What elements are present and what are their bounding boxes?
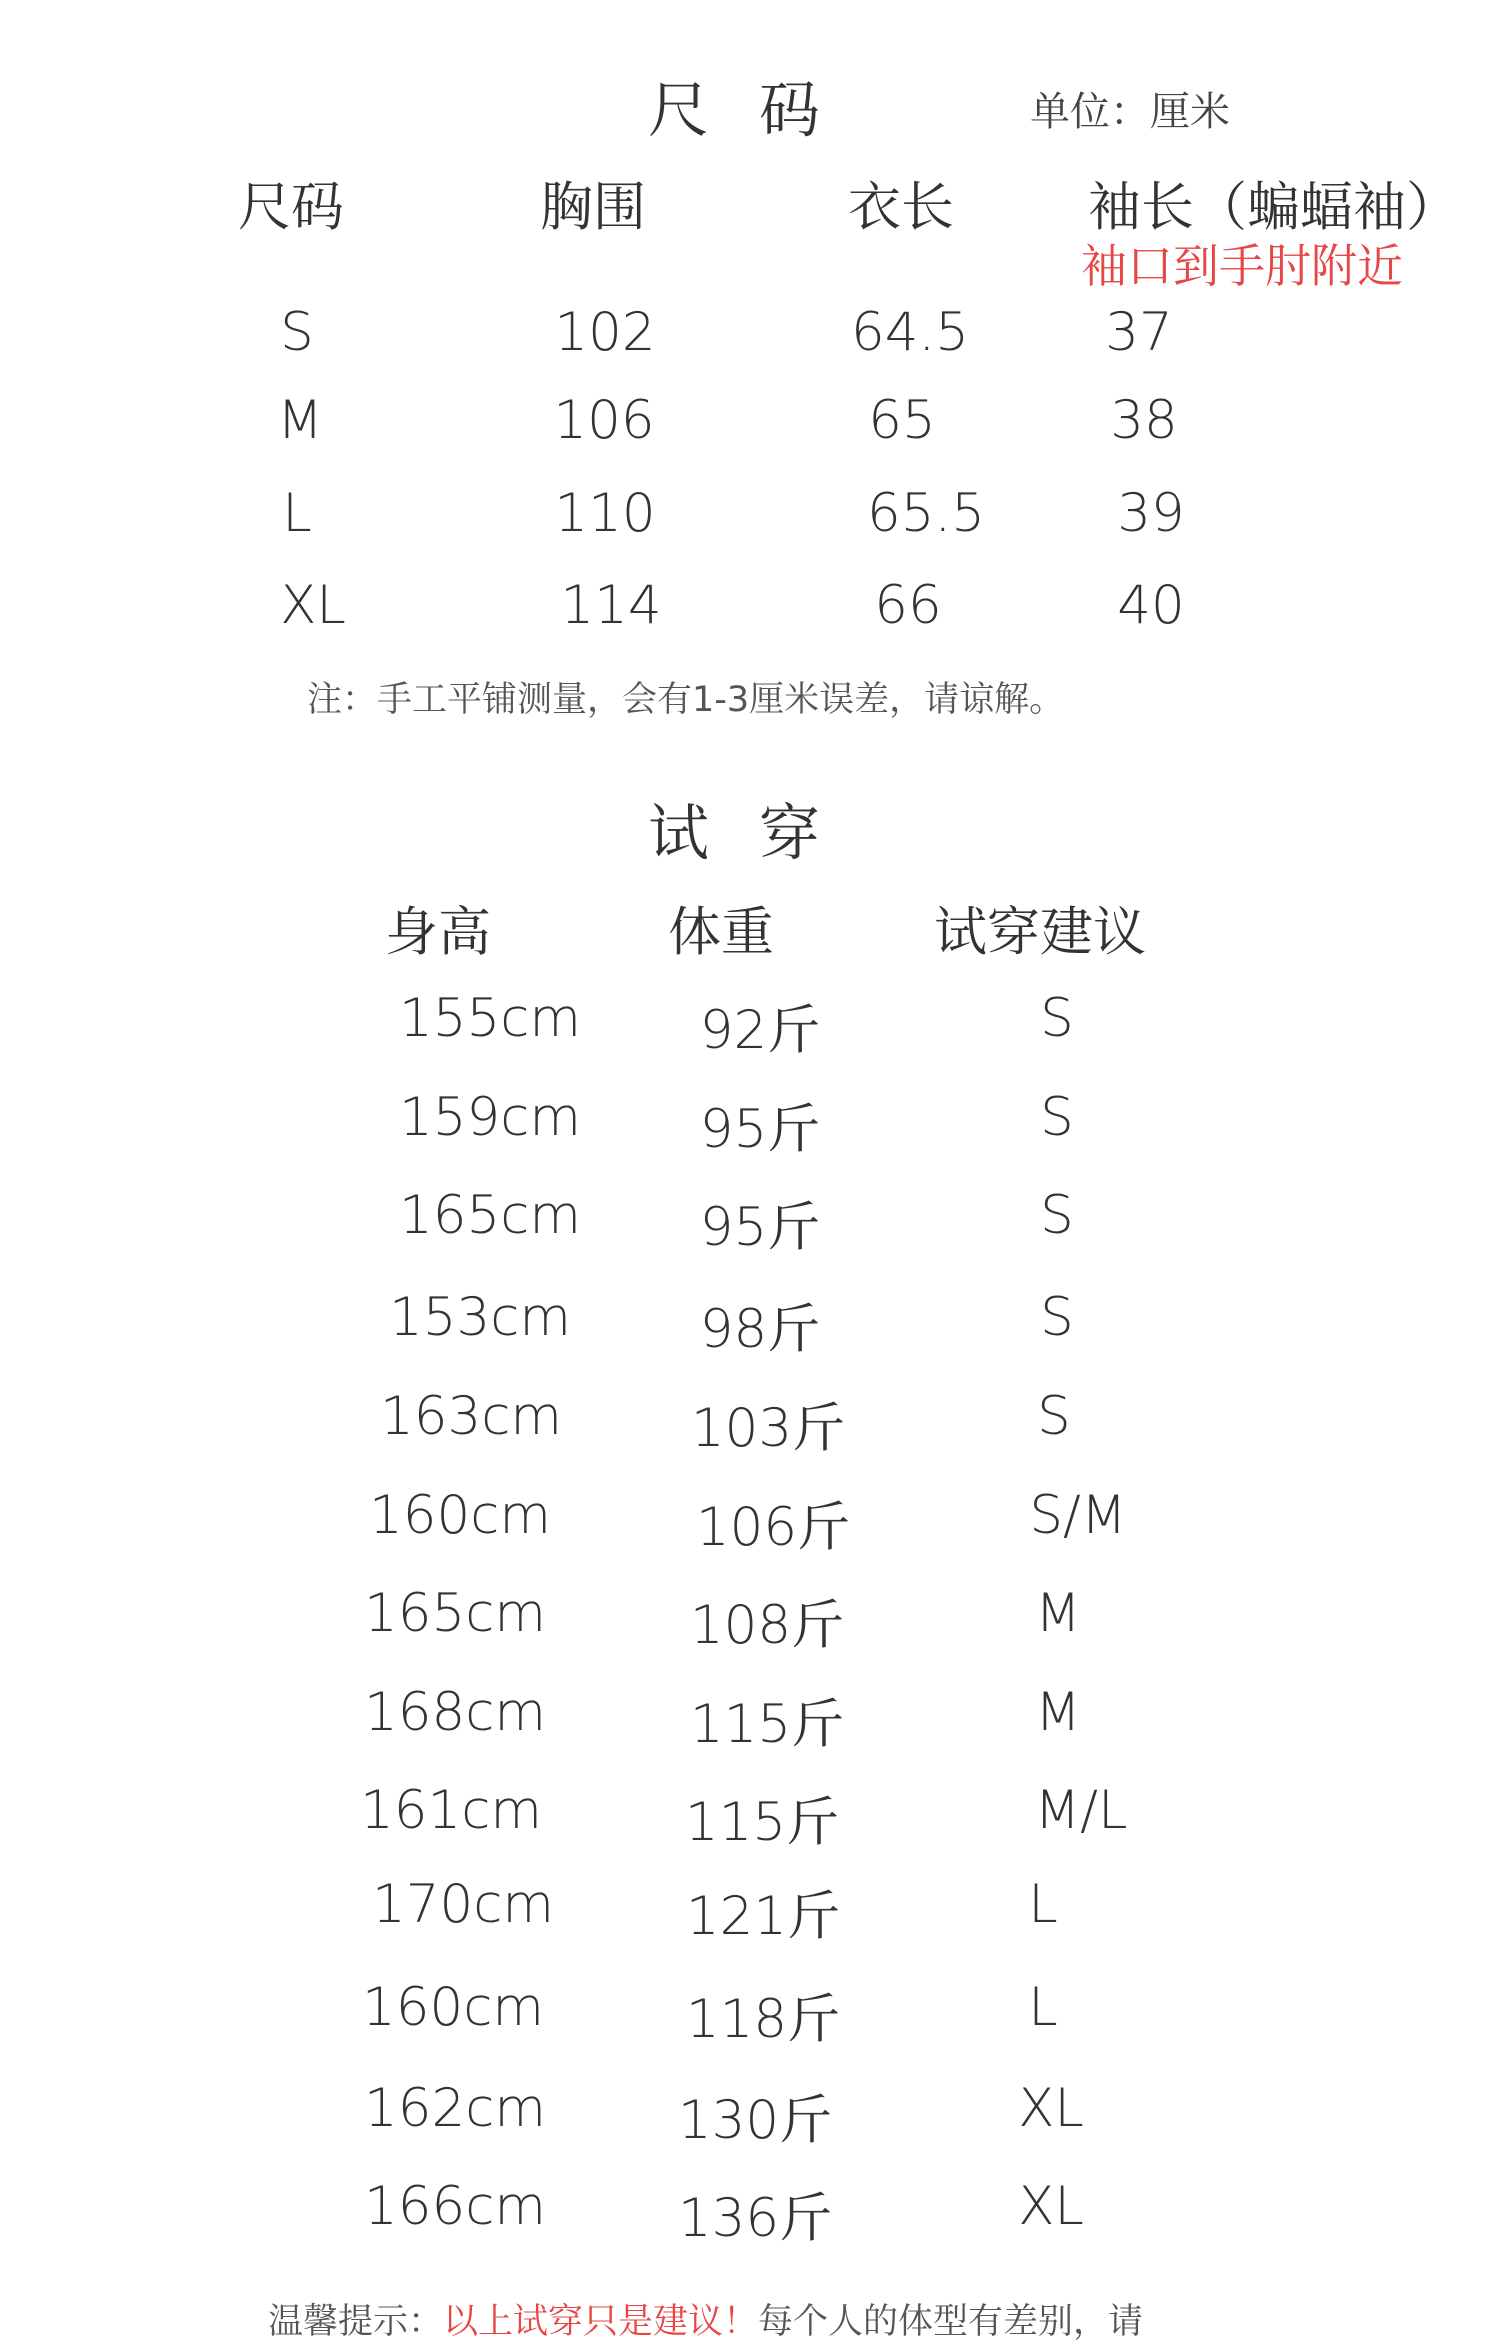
fitting-section-title: 试穿 [648, 798, 871, 869]
length-cell: 66 [874, 575, 942, 636]
height-cell: 162cm [364, 2078, 546, 2139]
header-length: 衣长 [848, 177, 954, 238]
size-cell: XL [280, 575, 346, 636]
height-cell: 153cm [389, 1287, 571, 1348]
height-cell: 160cm [362, 1977, 544, 2038]
suggestion-cell: S [1037, 1386, 1071, 1447]
chest-cell: 102 [554, 302, 656, 363]
length-cell: 65.5 [866, 483, 985, 544]
height-cell: 160cm [369, 1485, 551, 1546]
height-cell: 170cm [372, 1874, 554, 1935]
weight-cell: 130斤 [677, 2090, 833, 2151]
header-sleeve: 袖长（蝙蝠袖） [1088, 177, 1459, 238]
tip-suffix: 每个人的体型有差别，请 [758, 2302, 1144, 2342]
weight-cell: 121斤 [685, 1886, 841, 1947]
weight-cell: 98斤 [699, 1299, 821, 1360]
suggestion-cell: S/M [1029, 1485, 1127, 1546]
weight-cell: 95斤 [699, 1197, 821, 1258]
weight-cell: 108斤 [689, 1595, 845, 1656]
suggestion-cell: M [1035, 1682, 1081, 1743]
suggestion-cell: XL [1018, 2078, 1084, 2139]
suggestion-cell: L [1028, 1874, 1058, 1935]
unit-label: 单位：厘米 [1030, 89, 1230, 135]
sleeve-cell: 39 [1117, 483, 1185, 544]
height-cell: 168cm [364, 1682, 546, 1743]
suggestion-cell: M/L [1034, 1780, 1128, 1841]
size-cell: M [277, 390, 323, 451]
height-cell: 165cm [364, 1583, 546, 1644]
suggestion-cell: S [1040, 1287, 1074, 1348]
height-cell: 166cm [364, 2176, 546, 2237]
tip-prefix: 温馨提示： [268, 2302, 444, 2342]
header-height: 身高 [385, 902, 491, 963]
chest-cell: 110 [554, 483, 656, 544]
weight-cell: 136斤 [677, 2188, 833, 2249]
suggestion-cell: S [1040, 1087, 1074, 1148]
suggestion-cell: S [1040, 988, 1074, 1049]
suggestion-cell: M [1035, 1583, 1081, 1644]
size-cell: S [280, 302, 314, 363]
length-cell: 64.5 [850, 302, 969, 363]
height-cell: 161cm [360, 1780, 542, 1841]
measurement-note: 注：手工平铺测量，会有1-3厘米误差，请谅解。 [307, 680, 1065, 720]
size-section-title: 尺码 [648, 75, 871, 146]
chest-cell: 106 [553, 390, 655, 451]
suggestion-cell: L [1028, 1977, 1058, 2038]
suggestion-cell: XL [1018, 2176, 1084, 2237]
sleeve-cell: 38 [1110, 390, 1178, 451]
header-suggestion: 试穿建议 [934, 902, 1146, 963]
height-cell: 163cm [380, 1386, 562, 1447]
header-chest: 胸围 [540, 177, 646, 238]
sleeve-note: 袖口到手肘附近 [1081, 239, 1403, 293]
suggestion-cell: S [1040, 1185, 1074, 1246]
height-cell: 165cm [399, 1185, 581, 1246]
weight-cell: 106斤 [695, 1497, 851, 1558]
sleeve-cell: 40 [1117, 575, 1185, 636]
weight-cell: 115斤 [684, 1792, 840, 1853]
size-cell: L [282, 483, 312, 544]
tip-note [268, 2294, 1143, 2344]
header-weight: 体重 [668, 902, 774, 963]
height-cell: 155cm [399, 988, 581, 1049]
chest-cell: 114 [560, 575, 662, 636]
height-cell: 159cm [399, 1087, 581, 1148]
length-cell: 65 [868, 390, 936, 451]
tip-highlight: 以上试穿只是建议！ [443, 2302, 759, 2342]
weight-cell: 103斤 [690, 1398, 846, 1459]
header-size: 尺码 [238, 177, 344, 238]
weight-cell: 118斤 [685, 1989, 841, 2050]
weight-cell: 115斤 [689, 1694, 845, 1755]
sleeve-cell: 37 [1105, 302, 1173, 363]
weight-cell: 92斤 [699, 1000, 821, 1061]
weight-cell: 95斤 [699, 1099, 821, 1160]
